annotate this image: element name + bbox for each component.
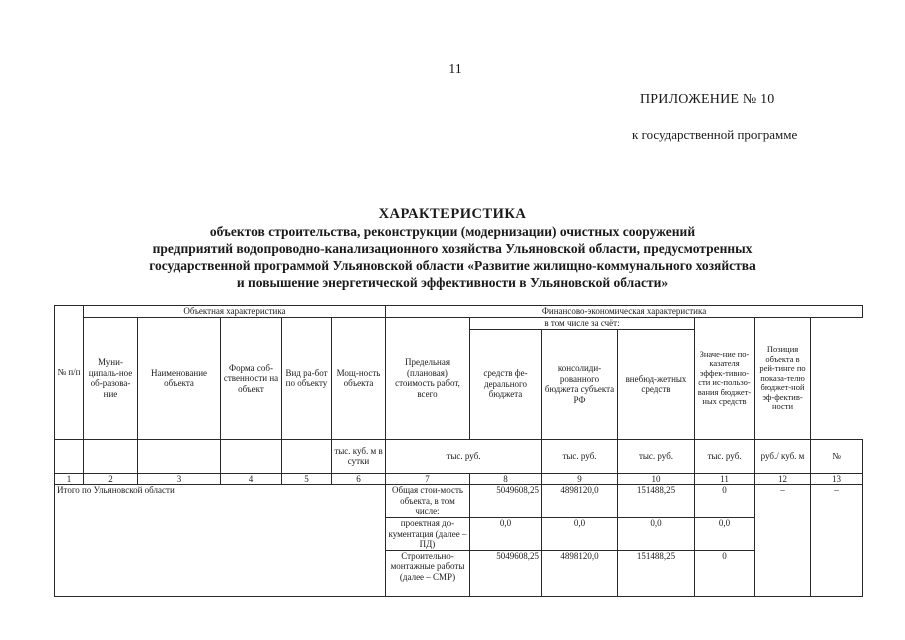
unit-federal: тыс. руб. xyxy=(542,439,618,473)
row-total: 5049608,25 xyxy=(470,485,542,518)
header-consolidated-budget: консолиди-рованного бюджета субъекта РФ xyxy=(542,329,618,439)
unit-extrabudget: тыс. руб. xyxy=(695,439,755,473)
col-number: 1 xyxy=(55,473,84,485)
col-number: 6 xyxy=(332,473,386,485)
header-rating-position: Позиция объекта в рей-тинге по показа-телю бюджет-ной эф-фектив-ности xyxy=(755,318,811,440)
group-including: в том числе за счёт: xyxy=(470,318,695,330)
col-number: 5 xyxy=(282,473,332,485)
row-label: Общая стои-мость объекта, в том числе: xyxy=(386,485,470,518)
header-num: № п/п xyxy=(55,306,84,440)
col-number: 7 xyxy=(386,473,470,485)
row-total: 0,0 xyxy=(470,518,542,551)
row-consolidated: 151488,25 xyxy=(618,485,695,518)
header-work-type: Вид ра-бот по объекту xyxy=(282,318,332,440)
heading-title: ХАРАКТЕРИСТИКА xyxy=(378,206,527,222)
unit-consolidated: тыс. руб. xyxy=(618,439,695,473)
group-object-characteristics: Объектная характеристика xyxy=(84,306,386,318)
col-number: 2 xyxy=(84,473,138,485)
row-federal: 4898120,0 xyxy=(542,485,618,518)
appendix-subtitle: к государственной программе xyxy=(632,127,798,142)
header-ownership: Форма соб-ственности на объект xyxy=(221,318,282,440)
document-heading xyxy=(80,206,825,291)
group-finance-characteristics: Финансово-экономическая характеристика xyxy=(386,306,863,318)
heading-line: предприятий водопроводно-канализационного хозяйства Ульяновской области, предусмотренных xyxy=(152,241,753,256)
row-extrabudget: 0 xyxy=(695,485,755,518)
unit-total: тыс. руб. xyxy=(386,439,542,473)
row-consolidated: 0,0 xyxy=(618,518,695,551)
col-number: 9 xyxy=(542,473,618,485)
page-number: 11 xyxy=(448,62,462,77)
unit-position: № xyxy=(811,439,863,473)
row-consolidated: 151488,25 xyxy=(618,550,695,596)
appendix-title: ПРИЛОЖЕНИЕ № 10 xyxy=(640,92,775,107)
total-label: Итого по Ульяновской области xyxy=(55,485,386,597)
row-federal: 4898120,0 xyxy=(542,550,618,596)
header-total-cost: Предельная (плановая) стоимость работ, всего xyxy=(386,318,470,440)
col-number: 4 xyxy=(221,473,282,485)
col-number: 13 xyxy=(811,473,863,485)
unit-capacity: тыс. куб. м в сутки xyxy=(332,439,386,473)
characteristics-table xyxy=(54,305,863,597)
row-position: – xyxy=(811,485,863,597)
col-number: 8 xyxy=(470,473,542,485)
row-indicator: – xyxy=(755,485,811,597)
row-extrabudget: 0 xyxy=(695,550,755,596)
col-number: 12 xyxy=(755,473,811,485)
row-federal: 0,0 xyxy=(542,518,618,551)
header-federal-budget: средств фе-дерального бюджета xyxy=(470,329,542,439)
row-total: 5049608,25 xyxy=(470,550,542,596)
row-label: проектная до-кументация (далее – ПД) xyxy=(386,518,470,551)
header-municipality: Муни-ципаль-ное об-разова-ние xyxy=(84,318,138,440)
header-capacity: Мощ-ность объекта xyxy=(332,318,386,440)
col-number: 10 xyxy=(618,473,695,485)
heading-line: и повышение энергетической эффективности в Ульяновской области» xyxy=(236,275,669,290)
row-label: Строительно-монтажные работы (далее – СМР) xyxy=(386,550,470,596)
row-extrabudget: 0,0 xyxy=(695,518,755,551)
header-object-name: Наименование объекта xyxy=(138,318,221,440)
header-extrabudget: внебюд-жетных средств xyxy=(618,329,695,439)
col-number: 11 xyxy=(695,473,755,485)
heading-line: государственной программой Ульяновской области «Развитие жилищно-коммунального хозяйства xyxy=(149,258,756,273)
heading-line: объектов строительства, реконструкции (модернизации) очистных сооружений xyxy=(209,224,696,239)
unit-indicator: руб./ куб. м xyxy=(755,439,811,473)
col-number: 3 xyxy=(138,473,221,485)
header-efficiency-indicator: Значе-ние по-казателя эффек-тивно-сти ис-пользо-вания бюджет-ных средств xyxy=(695,318,755,440)
